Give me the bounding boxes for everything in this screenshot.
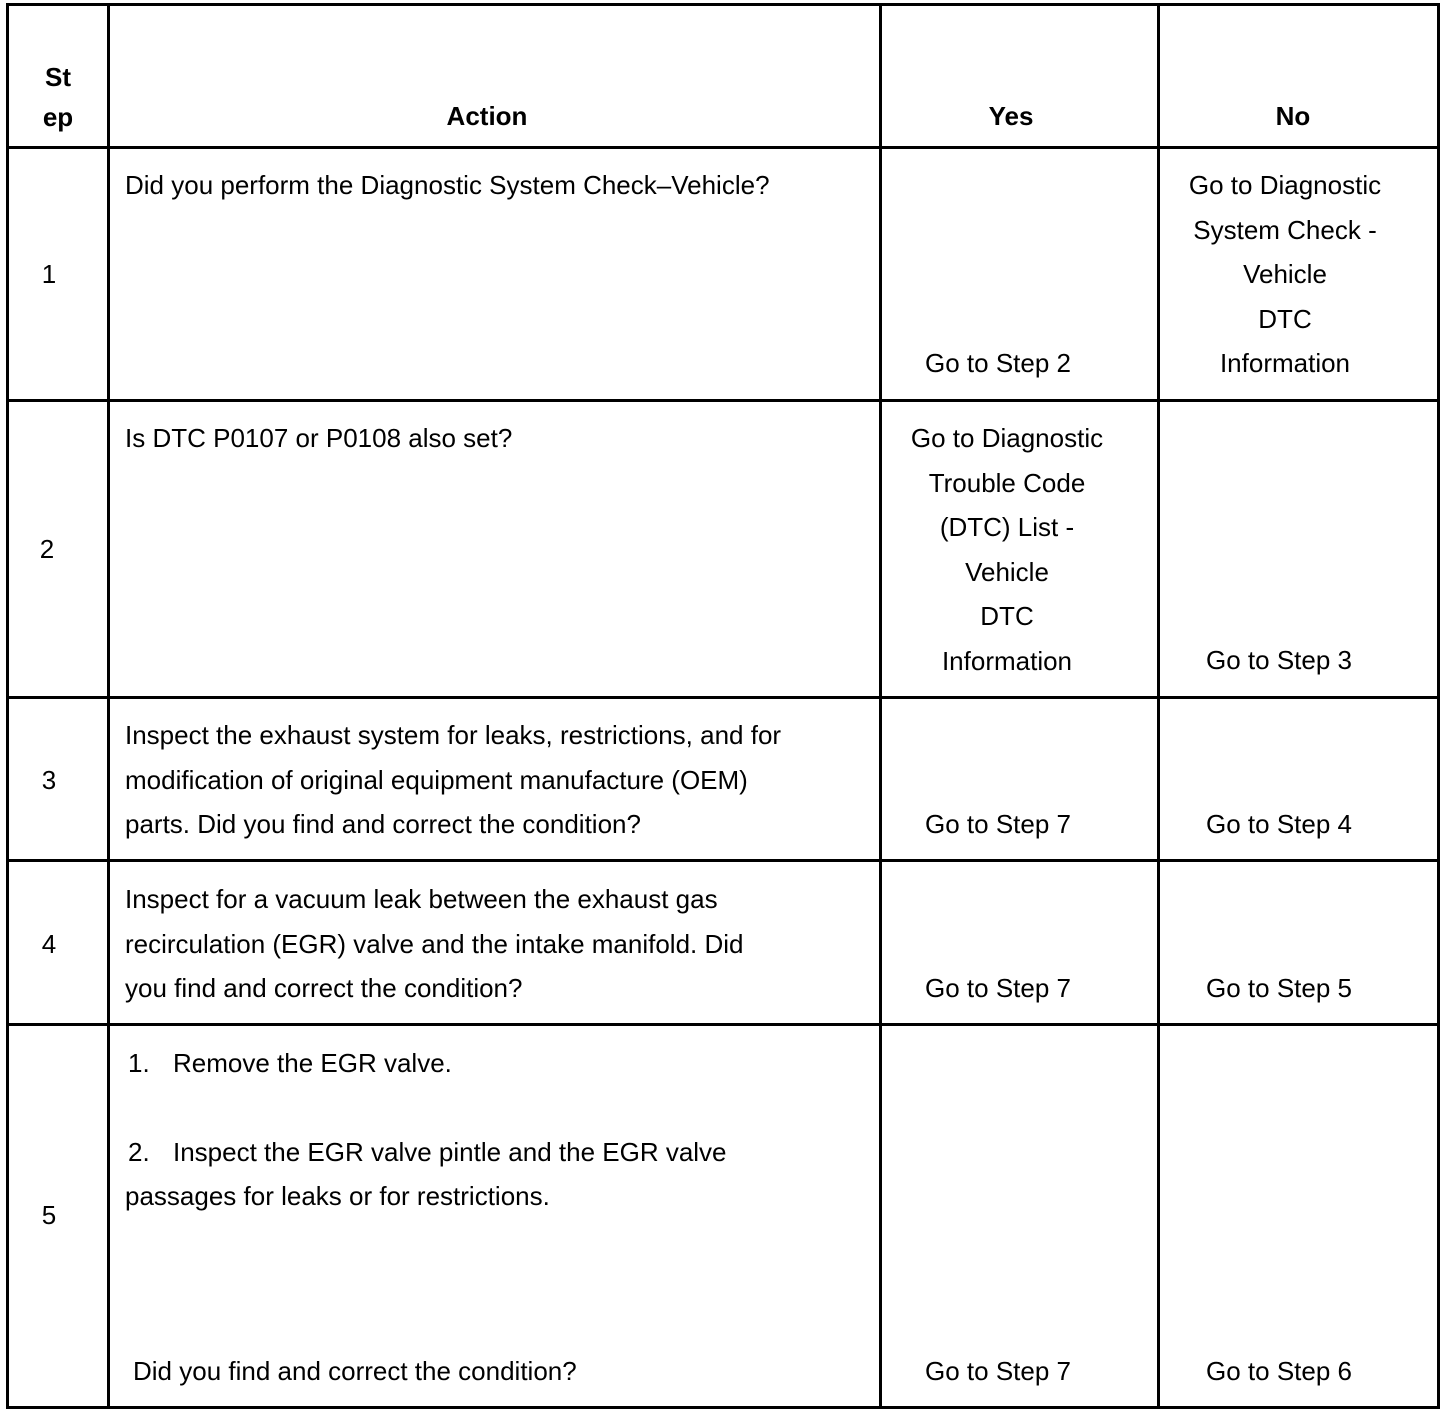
yes-result-line: DTC bbox=[980, 601, 1034, 631]
yes-result: Go to Step 7 bbox=[925, 1356, 1071, 1386]
action-list-item: Inspect the EGR valve pintle and the EGR valve bbox=[173, 1137, 727, 1167]
no-result bbox=[1170, 163, 1400, 386]
no-result-line: DTC bbox=[1258, 303, 1312, 334]
column-divider bbox=[879, 3, 882, 1409]
no-result: Go to Step 3 bbox=[1206, 645, 1352, 675]
yes-result bbox=[892, 416, 1122, 683]
row-divider bbox=[6, 859, 1440, 862]
table-border-bottom bbox=[6, 1406, 1440, 1409]
row-divider bbox=[6, 696, 1440, 699]
header-step-line2: ep bbox=[42, 102, 74, 132]
column-divider bbox=[1157, 3, 1160, 1409]
yes-result: Go to Step 7 bbox=[925, 973, 1071, 1003]
no-result: Go to Step 4 bbox=[1206, 809, 1352, 839]
yes-result-line: Trouble Code bbox=[928, 467, 1086, 498]
yes-result-line: (DTC) List - bbox=[939, 512, 1075, 542]
no-result: Go to Step 5 bbox=[1206, 973, 1352, 1003]
yes-result-line: Vehicle bbox=[965, 556, 1049, 587]
action-question: Did you find and correct the condition? bbox=[133, 1356, 577, 1386]
column-divider bbox=[107, 3, 110, 1409]
step-number: 5 bbox=[41, 1200, 57, 1230]
no-result-line: Information bbox=[1219, 348, 1351, 378]
action-text-line: you find and correct the condition? bbox=[125, 973, 523, 1003]
yes-result: Go to Step 7 bbox=[925, 809, 1071, 839]
step-number: 3 bbox=[41, 765, 57, 795]
row-divider bbox=[6, 1023, 1440, 1026]
step-number: 1 bbox=[41, 259, 57, 289]
no-result: Go to Step 6 bbox=[1206, 1356, 1352, 1386]
action-text bbox=[125, 877, 744, 1011]
step-number: 4 bbox=[41, 929, 57, 959]
action-text-line: modification of original equipment manufacture (OEM) bbox=[125, 764, 748, 795]
row-divider bbox=[6, 399, 1440, 402]
action-list-number: 2. bbox=[128, 1137, 150, 1167]
action-text bbox=[125, 713, 781, 847]
header-yes: Yes bbox=[988, 101, 1034, 131]
action-text: Did you perform the Diagnostic System Check–Vehicle? bbox=[125, 170, 770, 200]
header-step bbox=[9, 57, 107, 137]
action-text-line: Inspect for a vacuum leak between the exhaust gas bbox=[125, 884, 718, 914]
header-step-line1: St bbox=[45, 62, 71, 92]
no-result-line: Go to Diagnostic bbox=[1188, 170, 1382, 200]
header-action: Action bbox=[446, 101, 528, 131]
action-list-number: 1. bbox=[128, 1048, 150, 1078]
table-border-top bbox=[6, 3, 1440, 6]
action-list-item-continuation: passages for leaks or for restrictions. bbox=[125, 1181, 550, 1211]
header-divider bbox=[6, 146, 1440, 149]
header-no: No bbox=[1275, 101, 1311, 131]
no-result-line: Vehicle bbox=[1243, 259, 1327, 289]
yes-result-line: Information bbox=[941, 645, 1073, 676]
action-text-line: recirculation (EGR) valve and the intake manifold. Did bbox=[125, 928, 744, 959]
action-text: Is DTC P0107 or P0108 also set? bbox=[125, 423, 513, 453]
yes-result-line: Go to Diagnostic bbox=[910, 423, 1104, 453]
no-result-line: System Check - bbox=[1193, 214, 1377, 245]
action-text-line: Inspect the exhaust system for leaks, restrictions, and for bbox=[125, 720, 782, 750]
step-number: 2 bbox=[39, 534, 55, 564]
action-text-line: parts. Did you find and correct the condition? bbox=[125, 809, 641, 839]
yes-result: Go to Step 2 bbox=[925, 348, 1071, 378]
action-list-item: Remove the EGR valve. bbox=[173, 1048, 452, 1078]
table-border-right bbox=[1437, 3, 1440, 1409]
